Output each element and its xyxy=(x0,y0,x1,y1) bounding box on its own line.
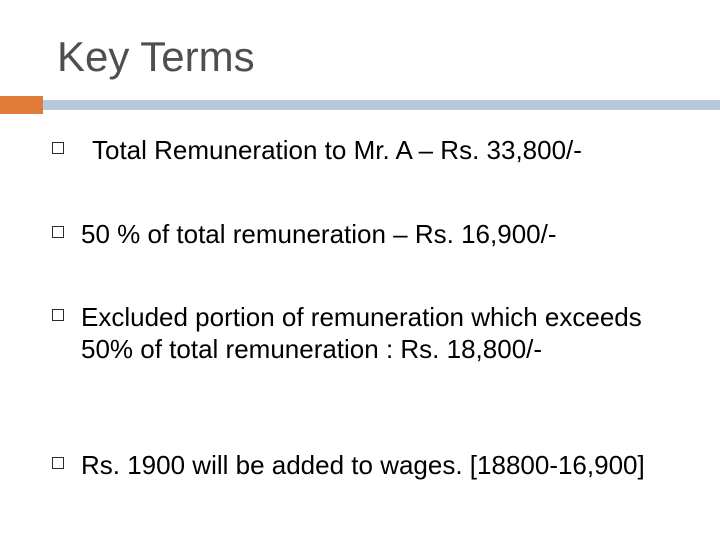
bullet-text: 50 % of total remuneration – Rs. 16,900/- xyxy=(81,219,557,249)
accent-block xyxy=(0,96,43,114)
square-bullet-icon xyxy=(52,457,64,469)
bullet-item xyxy=(52,449,680,481)
bullet-text: Excluded portion of remuneration which exceeds 50% of total remuneration : Rs. 18,800/- xyxy=(81,302,642,364)
bullet-item xyxy=(52,218,680,250)
bullet-text: Total Remuneration to Mr. A – Rs. 33,800/- xyxy=(92,135,582,165)
title-underline-rule xyxy=(0,96,720,114)
bullet-item xyxy=(52,134,680,166)
bullet-text: Rs. 1900 will be added to wages. [18800-16,900] xyxy=(81,450,645,480)
square-bullet-icon xyxy=(52,142,64,154)
slide-title: Key Terms xyxy=(57,33,255,80)
square-bullet-icon xyxy=(52,226,64,238)
divider-bar xyxy=(43,100,720,110)
bullet-item xyxy=(52,301,680,365)
square-bullet-icon xyxy=(52,309,64,321)
